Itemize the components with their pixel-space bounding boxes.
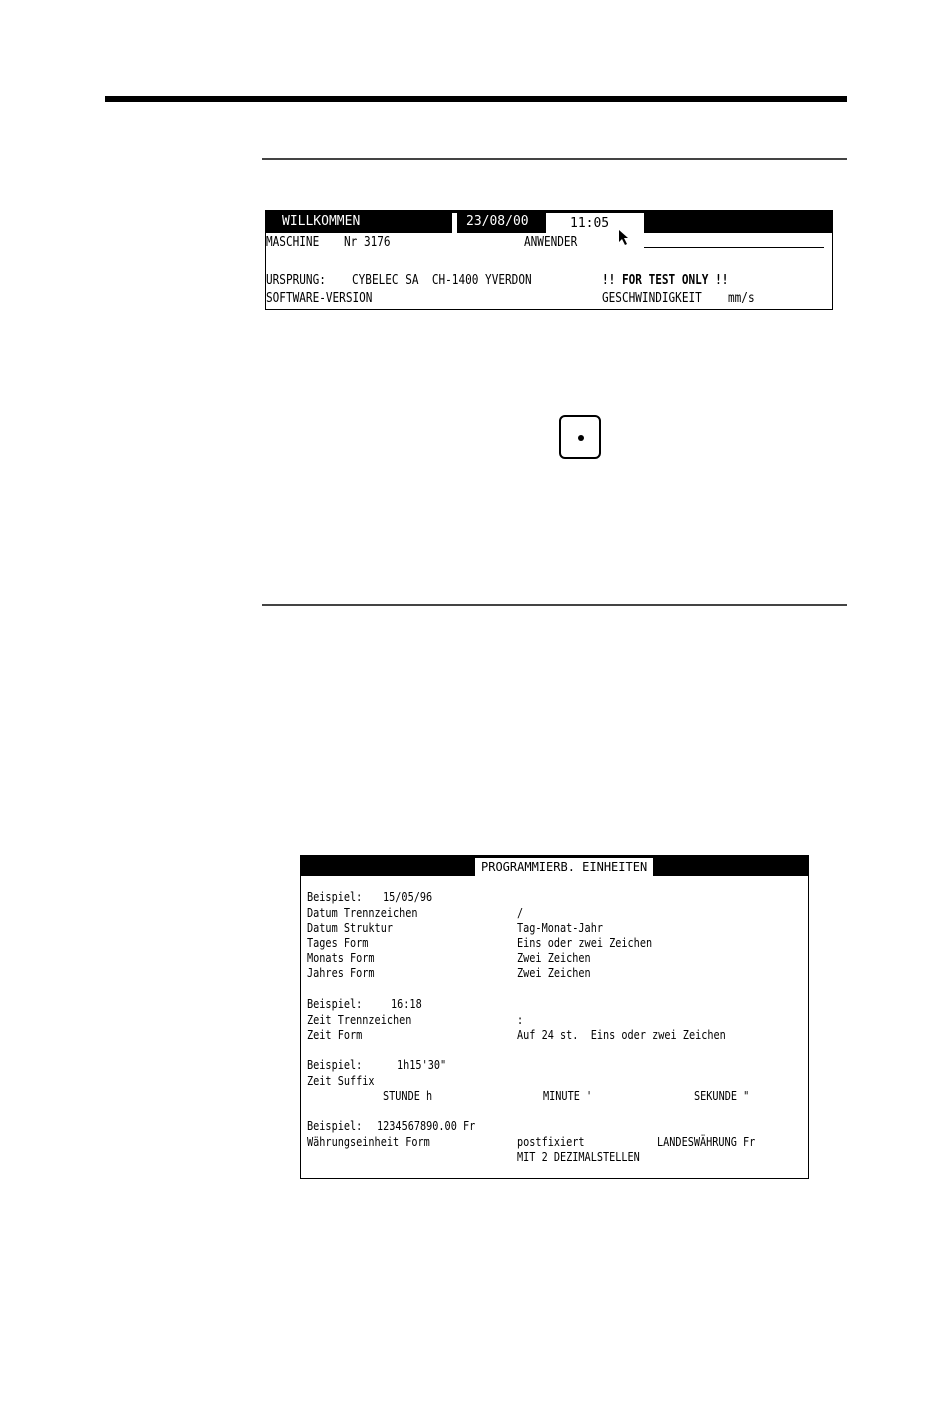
machine-label: MASCHINE xyxy=(266,235,320,250)
currency-form-label: Währungseinheit Form xyxy=(307,1135,430,1149)
date-display: 23/08/00 xyxy=(466,214,529,229)
software-version-label: SOFTWARE-VERSION xyxy=(266,291,373,306)
date-structure-label: Datum Struktur xyxy=(307,921,393,935)
month-form-value[interactable]: Zwei Zeichen xyxy=(517,951,591,965)
second-suffix[interactable]: SEKUNDE " xyxy=(694,1089,750,1103)
time-example-value: 16:18 xyxy=(391,997,422,1011)
year-form-value[interactable]: Zwei Zeichen xyxy=(517,966,591,980)
welcome-title-bar xyxy=(266,211,832,233)
page-header-rule xyxy=(105,96,847,102)
speed-label: GESCHWINDIGKEIT xyxy=(602,291,702,306)
time-example-label: Beispiel: xyxy=(307,997,363,1011)
suffix-example-label: Beispiel: xyxy=(307,1058,363,1072)
date-structure-value[interactable]: Tag-Monat-Jahr xyxy=(517,921,603,935)
user-label: ANWENDER xyxy=(524,235,578,250)
day-form-label: Tages Form xyxy=(307,936,369,950)
year-form-label: Jahres Form xyxy=(307,966,375,980)
time-separator-label: Zeit Trennzeichen xyxy=(307,1013,412,1027)
section-rule-top xyxy=(262,158,847,160)
day-form-value[interactable]: Eins oder zwei Zeichen xyxy=(517,936,653,950)
suffix-example-value: 1h15'30" xyxy=(397,1058,447,1072)
user-input-field[interactable] xyxy=(644,247,824,248)
welcome-title: WILLKOMMEN xyxy=(282,214,361,229)
date-separator-label: Datum Trennzeichen xyxy=(307,906,418,920)
time-separator-value[interactable]: : xyxy=(517,1013,524,1027)
time-form-label: Zeit Form xyxy=(307,1028,363,1042)
origin-label: URSPRUNG: xyxy=(266,273,326,288)
time-display: 11:05 xyxy=(546,213,644,233)
section-rule-bottom xyxy=(262,604,847,606)
title-separator xyxy=(452,213,457,233)
hour-suffix[interactable]: STUNDE h xyxy=(383,1089,433,1103)
currency-example-label: Beispiel: xyxy=(307,1119,363,1133)
currency-example-value: 1234567890.00 Fr xyxy=(377,1119,476,1133)
units-screen xyxy=(300,855,809,1179)
dot-key-button[interactable] xyxy=(559,415,601,459)
month-form-label: Monats Form xyxy=(307,951,375,965)
test-notice: !! FOR TEST ONLY !! xyxy=(602,273,729,288)
units-title-bar xyxy=(301,856,808,876)
welcome-screen xyxy=(265,210,833,310)
currency-position-value[interactable]: postfixiert xyxy=(517,1135,585,1149)
origin-value: CYBELEC SA CH-1400 YVERDON xyxy=(352,273,532,288)
date-separator-value[interactable]: / xyxy=(517,906,524,920)
time-suffix-label: Zeit Suffix xyxy=(307,1074,375,1088)
dot-key-icon xyxy=(578,435,584,441)
date-example-value: 15/05/96 xyxy=(383,890,433,904)
machine-number: Nr 3176 xyxy=(344,235,391,250)
time-form-value[interactable]: Auf 24 st. Eins oder zwei Zeichen xyxy=(517,1028,726,1042)
decimal-places-value[interactable]: MIT 2 DEZIMALSTELLEN xyxy=(517,1150,640,1164)
minute-suffix[interactable]: MINUTE ' xyxy=(543,1089,593,1103)
speed-unit: mm/s xyxy=(728,291,755,306)
mouse-pointer-icon xyxy=(618,229,632,247)
units-title: PROGRAMMIERB. EINHEITEN xyxy=(471,858,657,876)
date-example-label: Beispiel: xyxy=(307,890,363,904)
currency-name-value[interactable]: LANDESWÄHRUNG Fr xyxy=(657,1135,756,1149)
